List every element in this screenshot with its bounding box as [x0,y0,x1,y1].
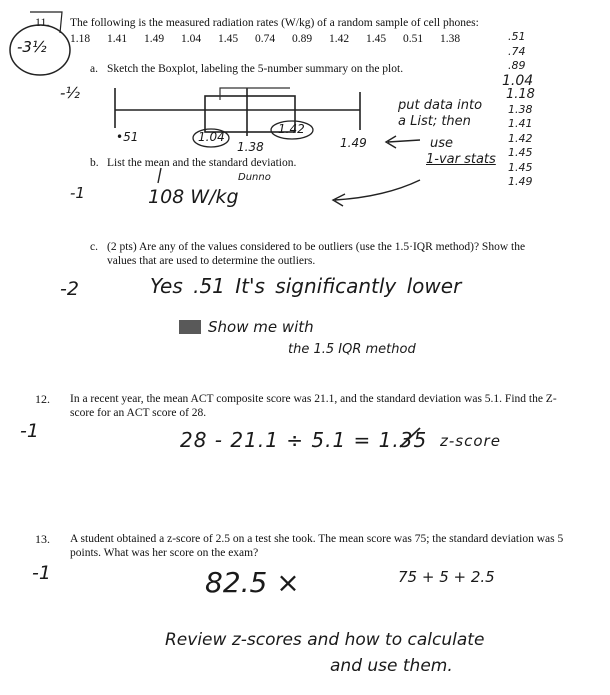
data-value: 1.42 [329,33,350,45]
q13-deduction: -1 [32,562,51,584]
sorted-value: 1.49 [508,175,533,188]
teacher-note-line: 1-var stats [426,152,496,167]
data-value: 1.41 [107,33,128,45]
q11b-text: List the mean and the standard deviation. [107,157,297,169]
q12-work: 28 - 21.1 ÷ 5.1 = 1.35 [180,428,428,452]
sorted-value: .89 [508,59,526,72]
sorted-value: 1.41 [508,117,533,130]
data-value: 0.89 [292,33,313,45]
q11b-note: Dunno [238,172,271,183]
q11-data-values [70,32,460,46]
data-value: 1.45 [218,33,239,45]
data-value: 1.04 [181,33,202,45]
q11-number: 11. [35,15,50,29]
data-value: 1.38 [440,33,461,45]
sorted-value: 1.18 [506,87,535,102]
teacher-note-line: a List; then [398,114,471,129]
data-value: 1.45 [366,33,387,45]
sorted-value: 1.45 [508,160,533,174]
sorted-value: 1.04 [502,72,534,89]
q12-deduction: -1 [20,420,39,442]
q13-number: 13. [35,532,50,546]
boxplot-sketch-top [220,88,290,100]
q11-prompt: The following is the measured radiation rates (W/kg) of a random sample of cell phones: [70,17,479,29]
sorted-value: 1.38 [508,102,533,116]
boxplot-min-label: •51 [116,130,139,144]
data-value: 0.51 [403,33,424,45]
q13-text: A student obtained a z-score of 2.5 on a test she took. The mean score was 75; the standard deviation was 5 points. What was her score on the exam? [70,533,564,559]
q12-text: In a recent year, the mean ACT composite score was 21.1, and the standard deviation was 5.1. Find the Z-score for an ACT score of 28. [70,393,557,419]
q11c-deduction: -2 [60,278,79,300]
q11c-feedback-line: the 1.5 IQR method [288,342,416,357]
boxplot-median-label: 1.38 [237,140,264,154]
note-arrow [386,136,420,148]
q11c-feedback-line: Show me with [208,318,314,336]
q11c-label: c. [90,241,98,253]
sorted-value: .51 [508,30,526,43]
teacher-note-line: put data into [398,98,483,113]
sorted-value: .74 [508,44,526,58]
boxplot-max-label: 1.49 [340,136,367,150]
q11b-deduction: -1 [70,184,85,202]
q12-number: 12. [35,392,50,406]
mean-tick [158,168,161,183]
boxplot-q1-label: 1.04 [198,130,225,144]
q13-feedback-line: Review z-scores and how to calculate [165,630,485,650]
q11c-text: (2 pts) Are any of the values considered to be outliers (use the 1.5·IQR method)? Show the values that are used to determine the outliers. [107,241,526,267]
q12-label: z-score [440,432,501,450]
stats-arrow [333,180,420,206]
sorted-value: 1.45 [508,146,533,159]
data-value: 0.74 [255,33,276,45]
boxplot-q3-label: 1.42 [278,122,305,136]
q13-feedback-line: and use them. [330,656,453,676]
teacher-note-line: use [430,136,454,151]
q11c-answer: Yes .51 It's significantly lower [150,274,462,298]
q11b-label: b. [90,157,99,169]
q11-score: -3½ [17,38,47,56]
q11a-label: a. [90,63,98,75]
scribble-mark [179,320,201,334]
sorted-list [502,30,535,190]
data-value: 1.18 [70,33,91,45]
q13-answer: 82.5 × [205,566,300,599]
sorted-value: 1.42 [508,131,533,145]
q11b-answer: 108 W/kg [148,186,239,208]
q13-work: 75 + 5 + 2.5 [398,568,495,586]
q11a-deduction: -½ [60,84,80,102]
q11a-text: Sketch the Boxplot, labeling the 5-number summary on the plot. [107,63,404,75]
data-value: 1.49 [144,33,165,45]
